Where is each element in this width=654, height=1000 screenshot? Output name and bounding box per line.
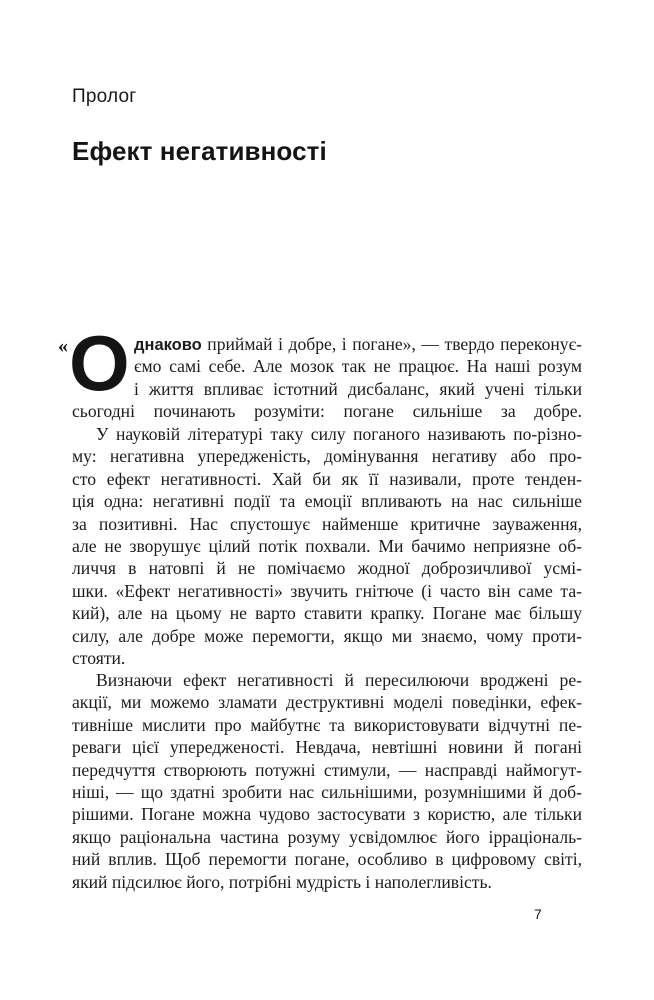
text-line: шки. «Ефект негативності» звучить гнітюче (і часто він саме та- (72, 580, 582, 601)
drop-cap-letter: О (69, 319, 130, 407)
text-line: стояти. (72, 647, 126, 668)
text-line: рішими. Погане можна чудово застосувати з користю, але тільки (72, 804, 582, 825)
opening-quote-mark: « (58, 335, 68, 357)
text-line: акції, ми можемо зламати деструктивні моделі поведінки, ефек- (72, 692, 582, 713)
text-line: днаково приймай і добре, і погане», — твердо переконує- (134, 334, 582, 354)
text-line: сто ефект негативності. Хай би як її називали, проте тенден- (72, 468, 582, 489)
text-line: сьогодні починають розуміти: погане сильніше за добре. (72, 401, 582, 422)
section-kicker: Пролог (72, 86, 137, 107)
text-line: за позитивні. Нас спустошує найменше критичне зауваження, (72, 513, 582, 534)
text-line: силу, але добре може перемогти, якщо ми знаємо, чому проти- (72, 625, 582, 646)
text-line: передчуття створюють потужні стимули, — насправді наймогут- (72, 759, 582, 780)
text-line: ний вплив. Щоб перемогти погане, особливо в цифровому світі, (72, 849, 582, 870)
text-line: кий), але на цьому не варто ставити крапку. Погане має більшу (72, 603, 582, 624)
text-line: тивніше мислити про майбутнє та використовувати відчутні пе- (72, 714, 582, 735)
text-line: У науковій літературі таку силу поганого називають по-різно- (96, 424, 582, 444)
paragraph-1 (72, 333, 582, 423)
text-line: якщо раціональна частина розуму усвідомлює його ірраціональ- (72, 826, 582, 847)
paragraph-3 (72, 669, 582, 893)
text-line: му: негативна упередженість, домінування негативу або про- (72, 446, 582, 467)
text-line: ємо самі себе. Але мозок так не працює. На наші розум (134, 356, 582, 377)
chapter-title: Ефект негативності (72, 136, 327, 166)
text-line: але не зворушує цілий потік похвали. Ми бачимо неприязне об- (72, 535, 582, 556)
text-line: ніші, — що здатні зробити нас сильнішими, розумнішими й доб- (72, 781, 582, 802)
text-line: і життя впливає істотний дисбаланс, який учені тільки (134, 378, 582, 399)
page-number: 7 (534, 906, 542, 922)
text-line: Визнаючи ефект негативності й пересилюючи вроджені ре- (96, 670, 582, 690)
lead-word: днаково (134, 336, 202, 354)
text-line: личчя в натовпі й не помічаємо жодної доброзичливої усмі- (72, 558, 582, 579)
paragraph-2 (72, 423, 582, 669)
text-line: який підсилює його, потрібні мудрість і наполегливість. (72, 871, 492, 892)
text-line: ція одна: негативні події та емоції впливають на нас сильніше (72, 491, 582, 512)
text-line: реваги цієї упередженості. Невдача, невтішні новини й погані (72, 737, 582, 758)
